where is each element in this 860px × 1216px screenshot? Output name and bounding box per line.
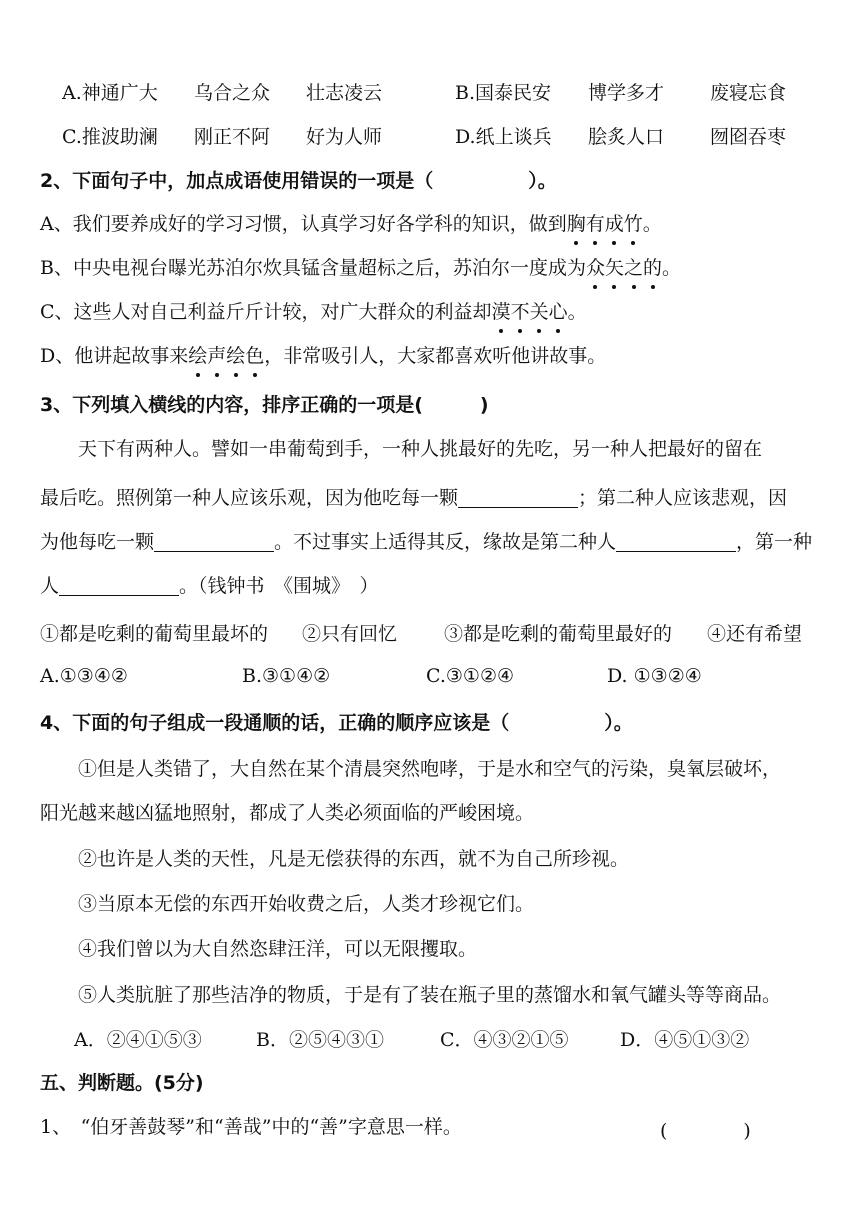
q3-p2b: ；第二种人应该悲观，因	[578, 487, 788, 509]
q3-option-c: C.③①②④	[426, 665, 515, 687]
q3-p2a: 最后吃。照例第一种人应该乐观，因为他吃每一颗	[40, 487, 459, 509]
emphasis-char: 关	[530, 297, 549, 327]
q3-item-4: ④还有希望	[707, 623, 803, 645]
q3-item-2: ②只有回忆	[302, 623, 398, 645]
q4-sentence-1a: ①但是人类错了，大自然在某个清晨突然咆哮，于是水和空气的污染，臭氧层破坏，	[78, 758, 782, 780]
blank-2[interactable]	[154, 531, 274, 552]
q3-passage-line2	[40, 483, 860, 513]
emphasis-char: 胸	[567, 209, 586, 239]
q2-b-text: B、中央电视台曝光苏泊尔炊具锰含量超标之后，苏泊尔一度成为	[40, 257, 586, 279]
q3-item-3: ③都是吃剩的葡萄里最好的	[444, 623, 673, 645]
q4-sentence-5: ⑤人类肮脏了那些洁净的物质，于是有了装在瓶子里的蒸馏水和氧气罐头等等商品。	[78, 984, 782, 1006]
q3-option-b: B.③①④②	[242, 665, 331, 687]
blank-4[interactable]	[59, 575, 179, 596]
option-d-1: D.纸上谈兵	[455, 126, 552, 148]
option-a-2: 乌合之众	[194, 82, 271, 104]
option-c-2: 刚正不阿	[194, 126, 271, 148]
option-a-3: 壮志凌云	[306, 82, 383, 104]
q3-p3a: 为他每吃一颗	[40, 531, 155, 553]
q3-passage-line1: 天下有两种人。譬如一串葡萄到手，一种人挑最好的先吃，另一种人把最好的留在	[78, 438, 763, 460]
q2-d-idiom	[188, 345, 264, 367]
option-a-1: A.神通广大	[62, 82, 158, 104]
q4-option-c: C．④③②①⑤	[440, 1029, 569, 1051]
q2-option-d	[40, 341, 860, 371]
q2-a-idiom	[567, 213, 643, 235]
q3-title: 3、下列填入横线的内容，排序正确的一项是( )	[40, 394, 489, 416]
section5-q1-text: 1、 “伯牙善鼓琴”和“善哉”中的“善”字意思一样。	[40, 1116, 462, 1138]
emphasis-char: 绘	[188, 341, 207, 371]
blank-3[interactable]	[616, 531, 736, 552]
q2-b-end: 。	[662, 257, 682, 279]
q2-d-text: D、他讲起故事来	[40, 345, 189, 367]
emphasis-char: 的	[643, 253, 662, 283]
answer-paren[interactable]: ( )	[660, 1120, 751, 1142]
option-b-1: B.国泰民安	[455, 82, 552, 104]
emphasis-char: 众	[586, 253, 605, 283]
q2-c-text: C、这些人对自己利益斤斤计较，对广大群众的利益却	[40, 301, 492, 323]
emphasis-char: 成	[605, 209, 624, 239]
q3-p3b: 。不过事实上适得其反，缘故是第二种人	[274, 531, 617, 553]
emphasis-char: 竹	[624, 209, 643, 239]
q2-c-idiom	[492, 301, 568, 323]
option-b-2: 博学多才	[588, 82, 665, 104]
option-d-2: 脍炙人口	[588, 126, 665, 148]
q2-d-end: ，非常吸引人，大家都喜欢听他讲故事。	[264, 345, 607, 367]
q4-title: 4、下面的句子组成一段通顺的话，正确的顺序应该是（ ）。	[40, 712, 633, 734]
emphasis-char: 漠	[492, 297, 511, 327]
q2-option-b	[40, 253, 860, 283]
option-c-3: 好为人师	[306, 126, 383, 148]
q2-title: 2、下面句子中，加点成语使用错误的一项是（ ）。	[40, 170, 557, 192]
q4-sentence-4: ④我们曾以为大自然恣肆汪洋，可以无限攫取。	[78, 938, 478, 960]
emphasis-char: 不	[511, 297, 530, 327]
option-b-3: 废寝忘食	[710, 82, 787, 104]
q4-sentence-3: ③当原本无偿的东西开始收费之后，人类才珍视它们。	[78, 893, 535, 915]
q3-p3c: ，第一种	[736, 531, 813, 553]
q3-passage-line3	[40, 527, 860, 557]
q4-option-d: D．④⑤①③②	[620, 1029, 750, 1051]
q2-a-end: 。	[642, 213, 662, 235]
q3-passage-line4	[40, 571, 860, 601]
q2-option-a	[40, 209, 860, 239]
emphasis-char: 色	[245, 341, 264, 371]
q4-sentence-1b: 阳光越来越凶猛地照射，都成了人类必须面临的严峻困境。	[40, 802, 535, 824]
q2-b-idiom	[586, 257, 662, 279]
emphasis-char: 绘	[226, 341, 245, 371]
q2-c-end: 。	[567, 301, 587, 323]
q3-option-a: A.①③④②	[40, 665, 128, 687]
q2-option-c	[40, 297, 860, 327]
q4-option-b: B．②⑤④③①	[256, 1029, 384, 1051]
emphasis-char: 有	[586, 209, 605, 239]
q4-option-a: A．②④①⑤③	[74, 1029, 202, 1051]
emphasis-char: 声	[207, 341, 226, 371]
blank-1[interactable]	[458, 487, 578, 508]
section5-title: 五、判断题。(5分)	[40, 1072, 204, 1094]
q3-item-1: ①都是吃剩的葡萄里最坏的	[40, 623, 269, 645]
q3-option-d: D. ①③②④	[607, 665, 702, 687]
q2-a-text: A、我们要养成好的学习习惯，认真学习好各学科的知识，做到	[40, 213, 567, 235]
q3-p4a: 人	[40, 575, 60, 597]
option-d-3: 囫囵吞枣	[710, 126, 787, 148]
emphasis-char: 心	[549, 297, 568, 327]
emphasis-char: 之	[624, 253, 643, 283]
q3-p4b: 。（钱钟书 《围城》 ）	[179, 575, 379, 597]
emphasis-char: 矢	[605, 253, 624, 283]
option-c-1: C.推波助澜	[62, 126, 158, 148]
q4-sentence-2: ②也许是人类的天性，凡是无偿获得的东西，就不为自己所珍视。	[78, 848, 630, 870]
